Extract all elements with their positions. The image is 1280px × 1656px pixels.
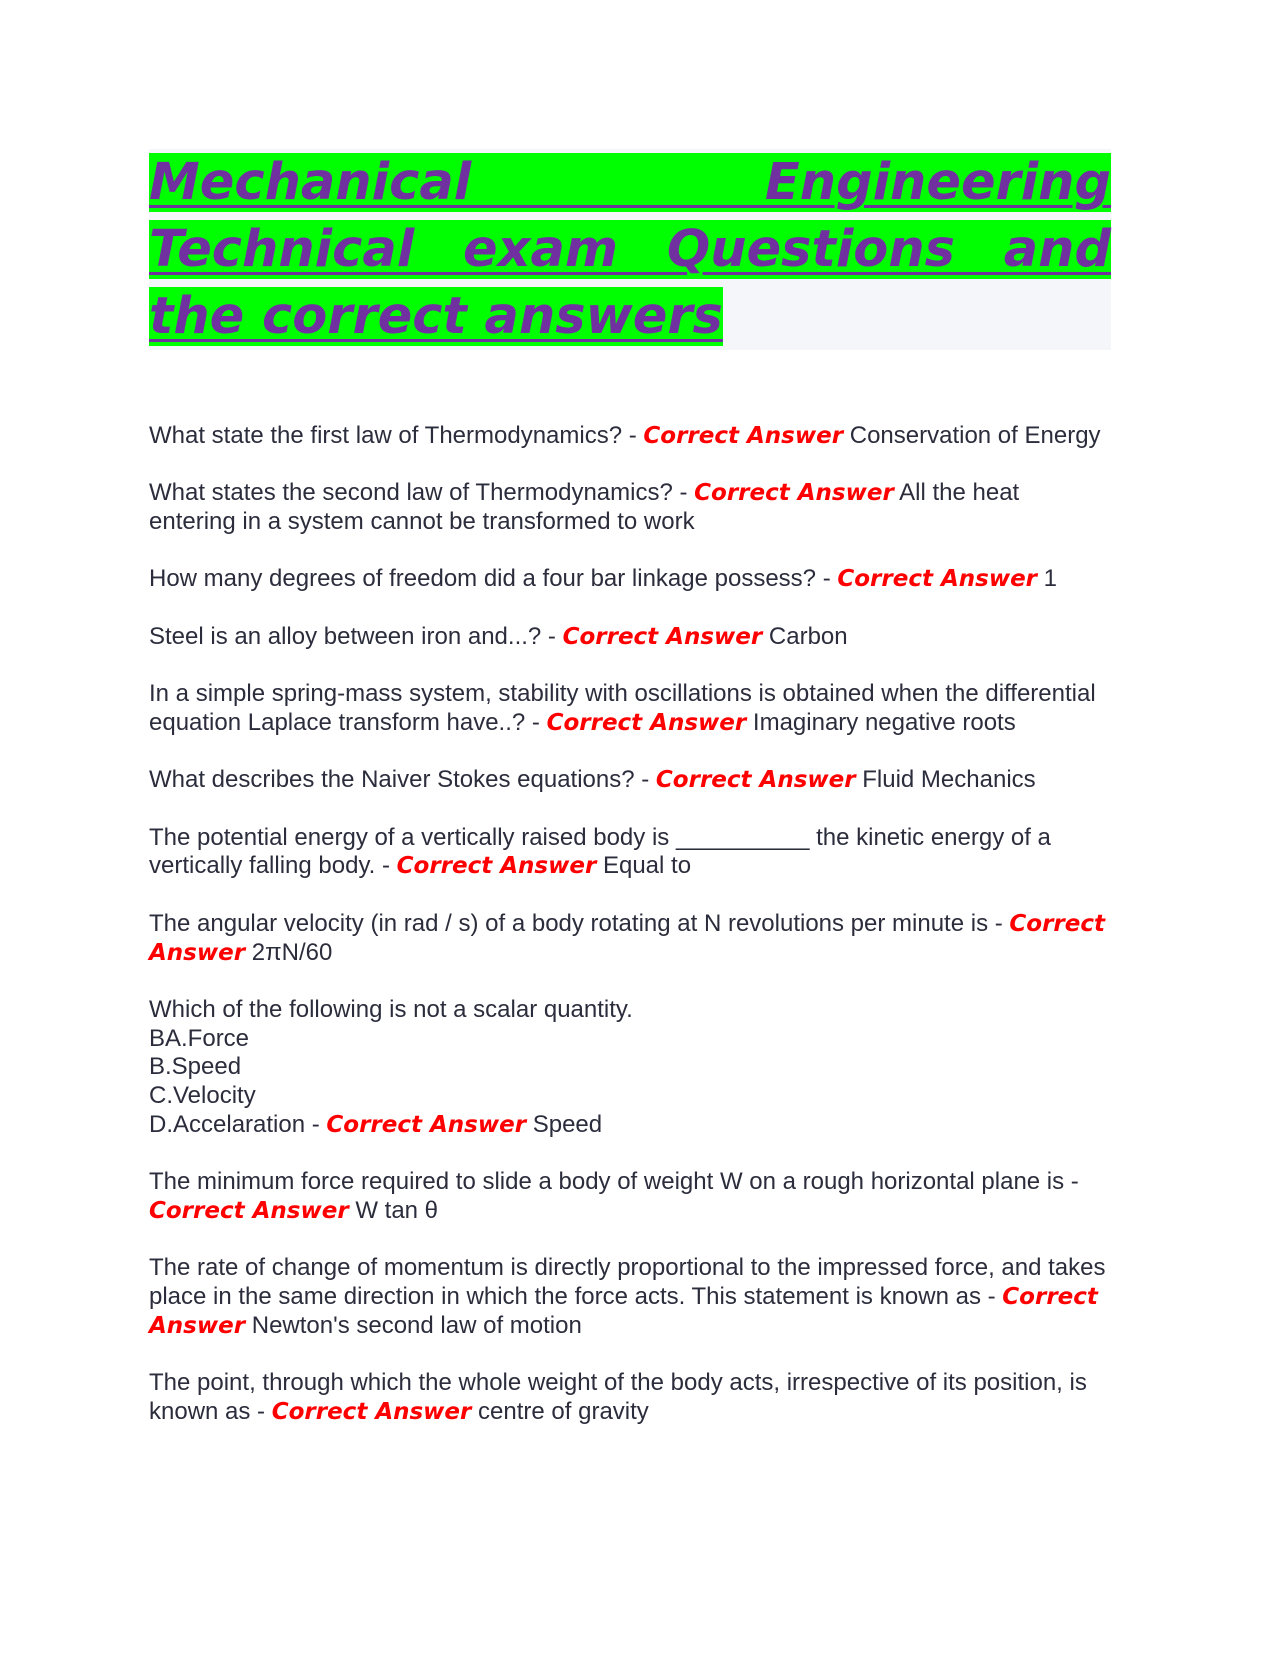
qa-item	[149, 565, 1111, 594]
correct-answer-label: Correct Answer	[837, 566, 1038, 593]
answer-text: Imaginary negative roots	[746, 708, 1016, 736]
question-text: The angular velocity (in rad / s) of a body rotating at N revolutions per minute is -	[149, 909, 1010, 937]
qa-item	[149, 1369, 1111, 1426]
correct-answer-label: Correct Answer	[546, 709, 747, 736]
document-page	[149, 149, 1111, 1455]
correct-answer-label: Correct Answer	[149, 1197, 349, 1224]
question-text: In a simple spring-mass system, stability with oscillations is obtained when the differential equation Laplace transform have..? -	[149, 680, 1096, 736]
answer-text: Fluid Mechanics	[855, 766, 1036, 794]
qa-item	[149, 623, 1111, 652]
answer-text: W tan θ	[348, 1196, 439, 1224]
answer-text: All the heat entering in a system cannot be transformed to work	[149, 479, 1020, 536]
answer-text: 2πN/60	[245, 938, 333, 966]
qa-item	[149, 1168, 1111, 1225]
correct-answer-label: Correct Answer	[694, 480, 894, 507]
qa-item	[149, 422, 1111, 451]
question-text: Steel is an alloy between iron and...? -	[149, 622, 563, 650]
correct-answer-label: Correct Answer	[271, 1398, 472, 1425]
correct-answer-label: Correct Answer	[149, 1283, 1098, 1339]
answer-text: Newton's second law of motion	[245, 1311, 582, 1339]
question-text: The point, through which the whole weight of the body acts, irrespective of its position, is known as -	[149, 1369, 1087, 1425]
question-text: What states the second law of Thermodynamics? -	[149, 479, 695, 507]
question-text: The potential energy of a vertically raised body is __________ the kinetic energy of a vertically falling body. -	[149, 823, 1051, 880]
answer-text: Speed	[526, 1110, 603, 1138]
qa-item	[149, 824, 1111, 881]
qa-item	[149, 996, 1111, 1140]
correct-answer-label: Correct Answer	[643, 423, 844, 449]
question-text: How many degrees of freedom did a four bar linkage possess? -	[149, 565, 838, 593]
question-text: What state the first law of Thermodynamics? -	[149, 422, 644, 449]
document-title: Mechanical Engineering Technical exam Questions and the correct answers	[149, 153, 1111, 346]
qa-item	[149, 680, 1111, 737]
question-text: The minimum force required to slide a body of weight W on a rough horizontal plane is -	[149, 1168, 1079, 1196]
question-text: Which of the following is not a scalar quantity. BA.Force B.Speed C.Velocity D.Accelaration -	[149, 995, 633, 1138]
question-text: The rate of change of momentum is directly proportional to the impressed force, and takes place in the same direction in which the force acts. This statement is known as -	[149, 1254, 1106, 1310]
qa-item	[149, 910, 1111, 967]
answer-text: Conservation of Energy	[843, 422, 1101, 449]
answer-text: Equal to	[596, 852, 692, 880]
answer-text: Carbon	[762, 622, 848, 650]
correct-answer-label: Correct Answer	[149, 910, 1105, 966]
answer-text: 1	[1037, 565, 1058, 593]
correct-answer-label: Correct Answer	[326, 1111, 527, 1138]
qa-item	[149, 766, 1111, 795]
correct-answer-label: Correct Answer	[562, 623, 763, 650]
question-text: What describes the Naiver Stokes equations? -	[149, 766, 656, 794]
qa-item	[149, 1254, 1111, 1340]
qa-item	[149, 479, 1111, 536]
answer-text: centre of gravity	[471, 1397, 649, 1425]
correct-answer-label: Correct Answer	[396, 853, 597, 880]
document-title-block	[149, 149, 1111, 350]
qa-list	[149, 422, 1111, 1426]
correct-answer-label: Correct Answer	[655, 767, 856, 794]
